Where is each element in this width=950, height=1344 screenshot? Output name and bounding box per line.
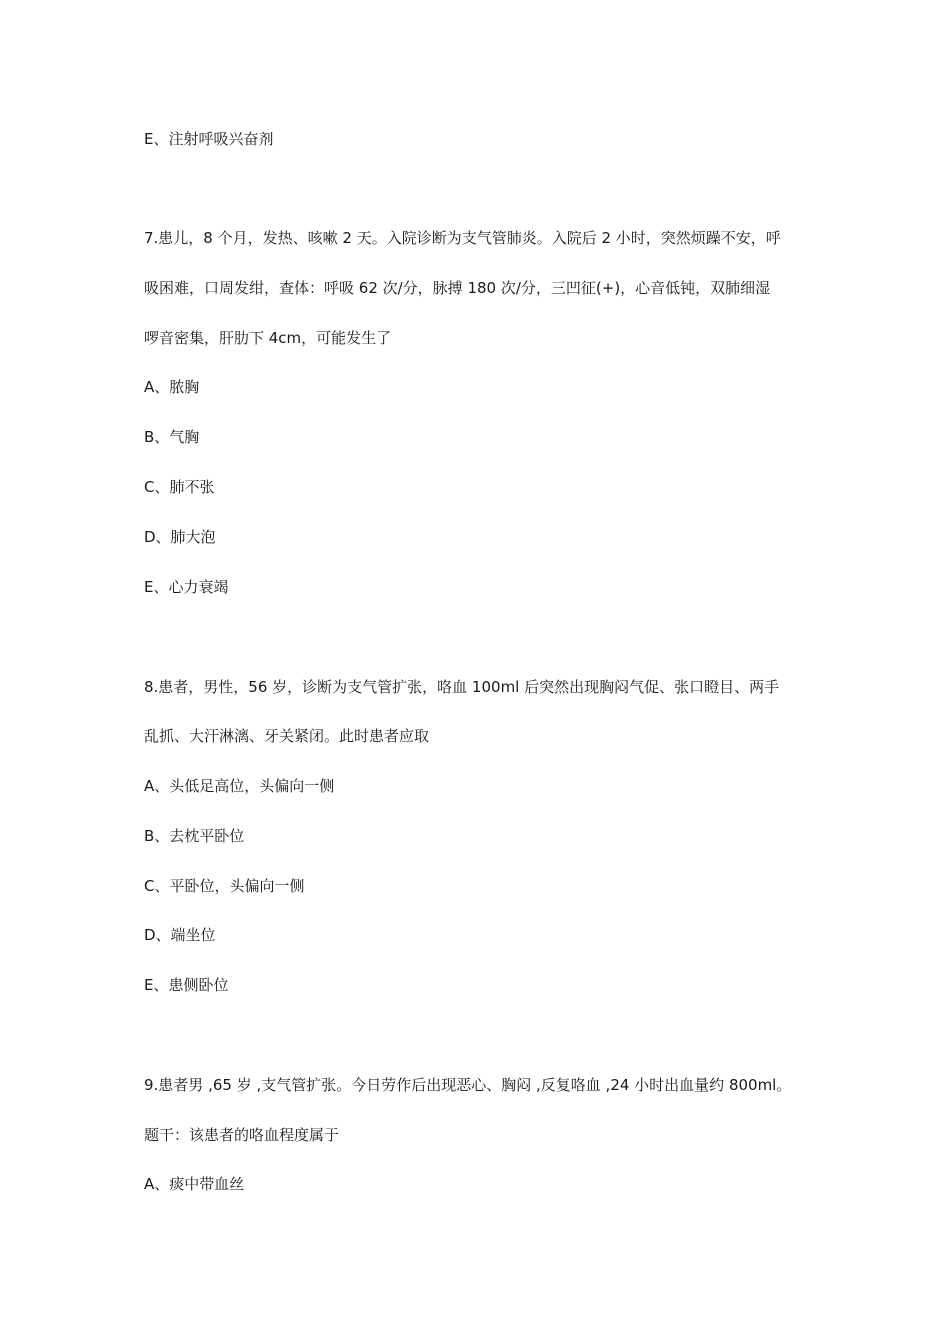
q7-option-e: E、心力衰竭 [144, 578, 229, 596]
q7-option-c: C、肺不张 [144, 478, 215, 496]
q7-option-d: D、肺大泡 [144, 528, 216, 546]
q7-stem-line-1: 7.患儿，8 个月，发热、咳嗽 2 天。入院诊断为支气管肺炎。入院后 2 小时，突然烦躁不安，呼 [144, 229, 781, 247]
q8-option-e: E、患侧卧位 [144, 976, 229, 994]
q9-option-a: A、痰中带血丝 [144, 1175, 245, 1193]
q8-stem-line-1: 8.患者，男性，56 岁，诊断为支气管扩张，咯血 100ml 后突然出现胸闷气促、张口瞪目、两手 [144, 678, 780, 696]
q8-option-c: C、平卧位，头偏向一侧 [144, 877, 305, 895]
q7-stem-line-3: 啰音密集，肝肋下 4cm，可能发生了 [144, 329, 392, 347]
q8-option-a: A、头低足高位，头偏向一侧 [144, 777, 335, 795]
q9-stem-line-1: 9.患者男 ,65 岁 ,支气管扩张。今日劳作后出现恶心、胸闷 ,反复咯血 ,24 小时出血量约 800ml。 [144, 1076, 792, 1094]
q6-option-e: E、注射呼吸兴奋剂 [144, 130, 274, 148]
q9-stem-line-2: 题干：该患者的咯血程度属于 [144, 1126, 340, 1144]
q8-option-d: D、端坐位 [144, 926, 216, 944]
q8-option-b: B、去枕平卧位 [144, 827, 245, 845]
q7-option-a: A、脓胸 [144, 378, 200, 396]
q8-stem-line-2: 乱抓、大汗淋漓、牙关紧闭。此时患者应取 [144, 727, 430, 745]
q7-stem-line-2: 吸困难，口周发绀，查体：呼吸 62 次/分，脉搏 180 次/分，三凹征(+)，心音低钝，双肺细湿 [144, 279, 771, 297]
q7-option-b: B、气胸 [144, 428, 200, 446]
